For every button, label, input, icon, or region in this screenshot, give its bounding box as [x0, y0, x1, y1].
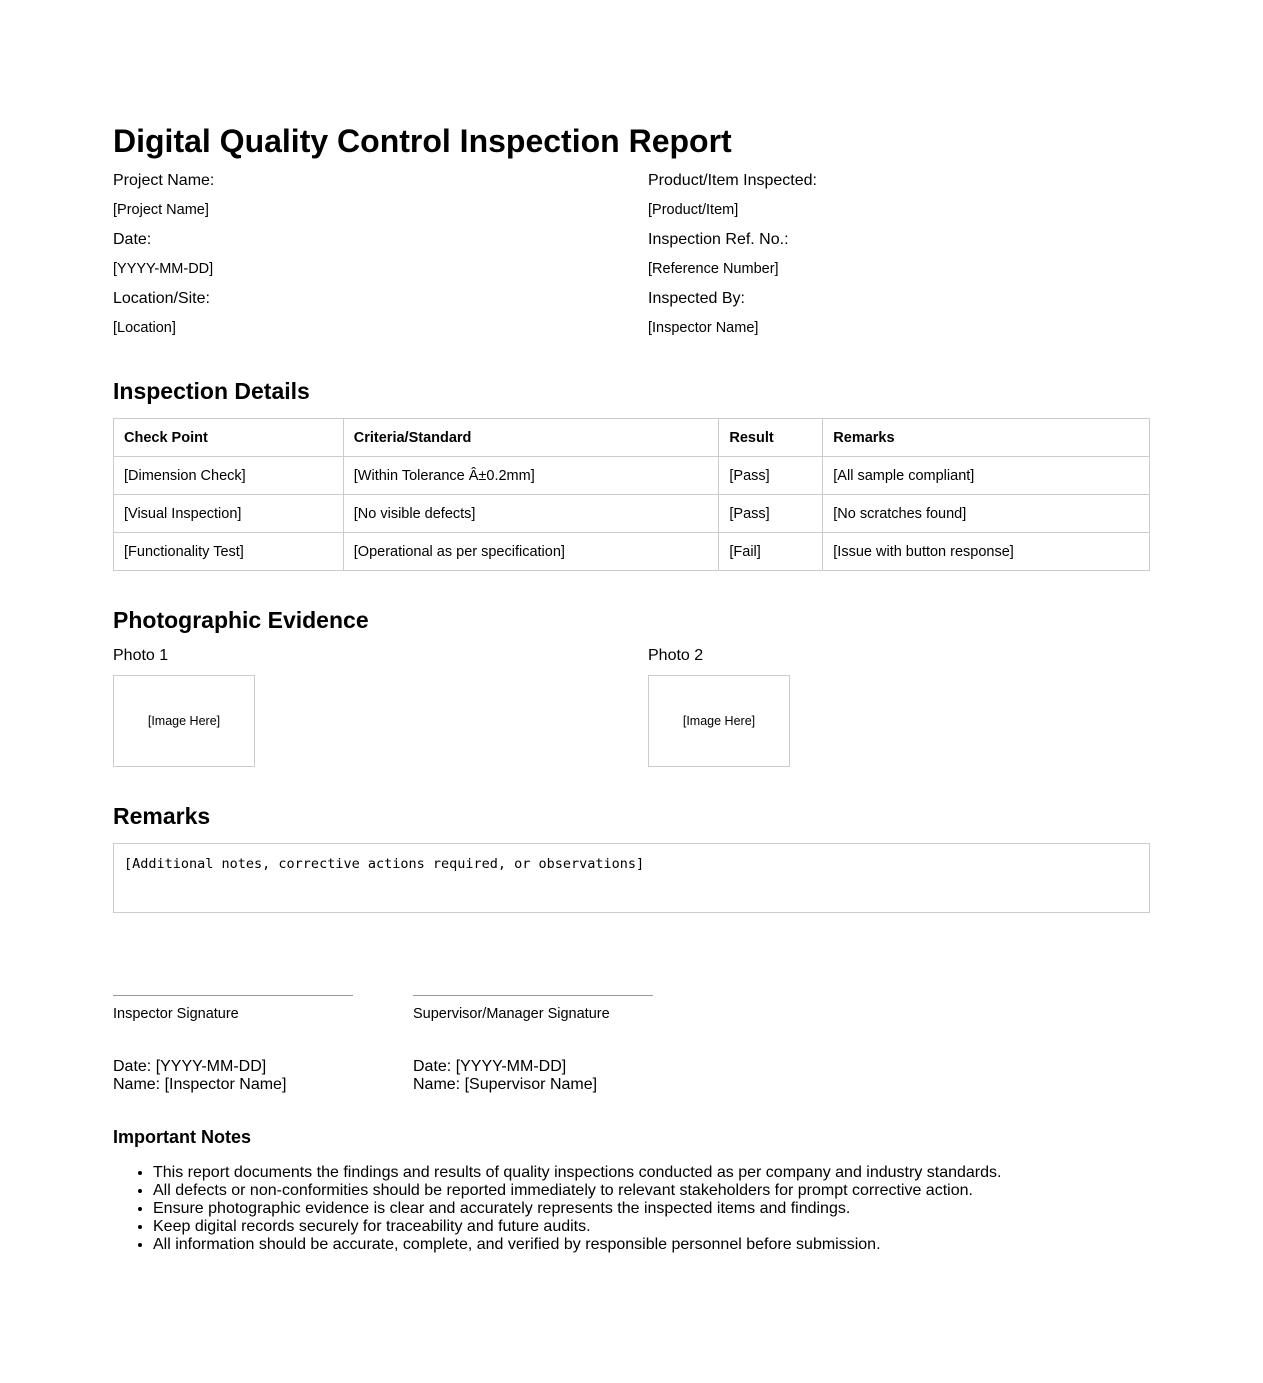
inspection-ref-value: [Reference Number]	[648, 261, 779, 277]
criteria-cell: [Within Tolerance Â±0.2mm]	[343, 457, 719, 495]
inspected-by-value: [Inspector Name]	[648, 320, 759, 336]
result-cell: [Pass]	[719, 495, 823, 533]
photo-2-label: Photo 2	[648, 647, 704, 664]
remarks-cell: [All sample compliant]	[823, 457, 1150, 495]
result-cell: [Pass]	[719, 457, 823, 495]
inspection-table	[113, 418, 1150, 571]
supervisor-signature-name: Name: [Supervisor Name]	[413, 1076, 598, 1093]
result-cell: [Fail]	[719, 533, 823, 571]
list-item: • All defects or non-conformities should be reported immediately to relevant stakeholders for prompt corrective action.	[153, 1182, 1001, 1200]
location-label: Location/Site:	[113, 290, 210, 307]
table-header-row	[114, 419, 1150, 457]
photo-2-placeholder[interactable]	[648, 675, 790, 767]
check-point-cell: [Dimension Check]	[114, 457, 344, 495]
inspector-signature-line[interactable]	[113, 995, 353, 996]
check-point-cell: [Functionality Test]	[114, 533, 344, 571]
column-header-check-point: Check Point	[114, 419, 344, 457]
photo-1-placeholder[interactable]	[113, 675, 255, 767]
remarks-cell: [Issue with button response]	[823, 533, 1150, 571]
column-header-result: Result	[719, 419, 823, 457]
remarks-heading: Remarks	[113, 803, 211, 829]
date-label: Date:	[113, 231, 152, 248]
photo-2-placeholder-text: [Image Here]	[682, 714, 756, 728]
check-point-cell: [Visual Inspection]	[114, 495, 344, 533]
location-value: [Location]	[113, 320, 176, 336]
photo-1-label: Photo 1	[113, 647, 169, 664]
remarks-cell: [No scratches found]	[823, 495, 1150, 533]
list-item: • This report documents the findings and results of quality inspections conducted as per company and industry standards.	[153, 1164, 1001, 1182]
inspection-details-heading: Inspection Details	[113, 378, 310, 404]
important-notes-list	[113, 1164, 1001, 1254]
list-item: • Keep digital records securely for traceability and future audits.	[153, 1218, 1001, 1236]
remarks-textbox[interactable]: [Additional notes, corrective actions required, or observations]	[113, 843, 1150, 913]
table-row	[114, 495, 1150, 533]
inspector-signature-name: Name: [Inspector Name]	[113, 1076, 287, 1093]
photo-1-placeholder-text: [Image Here]	[147, 714, 221, 728]
inspector-signature-caption: Inspector Signature	[113, 1006, 239, 1022]
criteria-cell: [No visible defects]	[343, 495, 719, 533]
photographic-evidence-heading: Photographic Evidence	[113, 607, 369, 633]
column-header-criteria: Criteria/Standard	[343, 419, 719, 457]
column-header-remarks: Remarks	[823, 419, 1150, 457]
supervisor-signature-date: Date: [YYYY-MM-DD]	[413, 1058, 567, 1075]
project-name-value: [Project Name]	[113, 202, 209, 218]
important-notes-heading: Important Notes	[113, 1127, 252, 1147]
report-title: Digital Quality Control Inspection Report	[113, 123, 732, 159]
list-item: • Ensure photographic evidence is clear and accurately represents the inspected items and findings.	[153, 1200, 1001, 1218]
product-label: Product/Item Inspected:	[648, 172, 817, 189]
table-row	[114, 533, 1150, 571]
supervisor-signature-line[interactable]	[413, 995, 653, 996]
criteria-cell: [Operational as per specification]	[343, 533, 719, 571]
inspector-signature-date: Date: [YYYY-MM-DD]	[113, 1058, 267, 1075]
list-item: • All information should be accurate, complete, and verified by responsible personnel before submission.	[153, 1236, 1001, 1254]
inspected-by-label: Inspected By:	[648, 290, 745, 307]
project-name-label: Project Name:	[113, 172, 215, 189]
supervisor-signature-caption: Supervisor/Manager Signature	[413, 1006, 610, 1022]
product-value: [Product/Item]	[648, 202, 739, 218]
table-row	[114, 457, 1150, 495]
inspection-ref-label: Inspection Ref. No.:	[648, 231, 789, 248]
date-value: [YYYY-MM-DD]	[113, 261, 214, 277]
